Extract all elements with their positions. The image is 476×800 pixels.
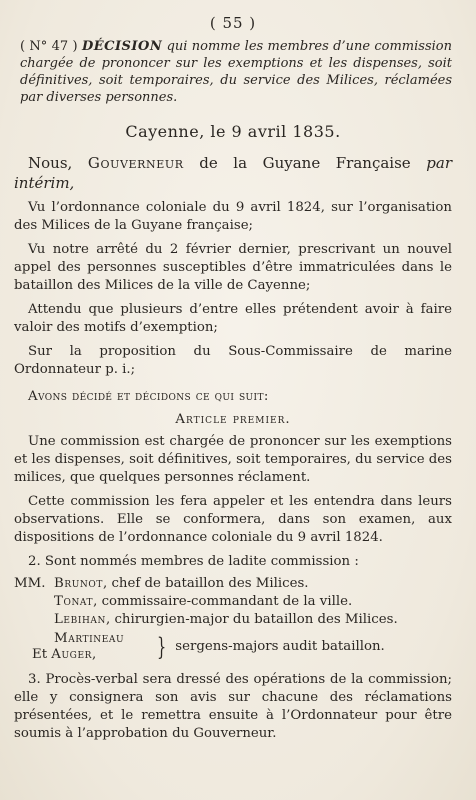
- sergeant-names: [32, 631, 152, 663]
- sergeant-name: Martineau: [54, 631, 125, 646]
- opening-rest: de la Guyane Française: [199, 154, 411, 172]
- opening-par-interim: par intérim,: [14, 154, 452, 192]
- sergeant-role: sergens-majors audit bataillon.: [175, 639, 385, 654]
- member-row: [14, 593, 452, 611]
- consideration-paragraph: Vu l’ordonnance coloniale du 9 avril 1824, sur l’organisation des Milices de la Guyane française;: [14, 200, 452, 233]
- member-name: Lebihan: [54, 612, 106, 627]
- member-name: Brunot: [54, 576, 103, 591]
- dateline: Cayenne, le 9 avril 1835.: [125, 122, 341, 141]
- decree-formula: Avons décidé et décidons ce qui suit:: [28, 389, 269, 404]
- members-list: [14, 575, 452, 663]
- and-word: Et: [32, 647, 48, 662]
- member-role: , commissaire-commandant de la ville.: [93, 594, 353, 609]
- decision-word: DÉCISION: [81, 39, 163, 54]
- member-name: Tonat: [54, 594, 94, 609]
- sergeant-name: Auger: [51, 647, 93, 662]
- opening-title: Gouverneur: [87, 154, 184, 172]
- member-row: [14, 611, 452, 629]
- article2-intro: 2. Sont nommés membres de ladite commission :: [28, 554, 359, 569]
- article1-paragraph: Une commission est chargée de prononcer sur les exemptions et les dispenses, soit définitives, soit temporaires, du service des milices, que quelques personnes réclament.: [14, 434, 452, 485]
- page-number: ( 55 ): [209, 14, 257, 32]
- article1-paragraph: Cette commission les fera appeler et les entendra dans leurs observations. Elle se conformera, dans son examen, aux dispositions de l’ordonnance coloniale du 9 avril 1824.: [14, 494, 452, 545]
- decision-heading: [14, 38, 452, 106]
- opening-nous: Nous,: [28, 154, 73, 172]
- article3-paragraph: 3. Procès-verbal sera dressé des opérations de la commission; elle y consignera son avis sur chacune des réclamations présentées, et le remettra ensuite à l’Ordonnateur pour être soumis à l’approbation du Gouverneur.: [14, 672, 452, 741]
- decision-summary: qui nomme les membres d’une commission chargée de prononcer sur les exemptions et les dispenses, soit définitives, soit temporaires, du service des Milices, réclamées par diverses personnes.: [20, 39, 452, 105]
- sergeants-row: [14, 631, 452, 663]
- article-title: Article premier.: [175, 412, 291, 427]
- member-entry: [54, 575, 309, 593]
- member-role: , chirurgien-major du bataillon des Milices.: [106, 612, 398, 627]
- sergeant-comma: ,: [92, 647, 97, 662]
- decision-number: ( N° 47 ): [20, 39, 78, 54]
- consideration-paragraph: Sur la proposition du Sous-Commissaire de marine Ordonnateur p. i.;: [14, 344, 452, 377]
- member-row: [14, 575, 452, 593]
- opening-line: [14, 153, 452, 193]
- members-prefix: MM.: [14, 576, 46, 591]
- member-role: , chef de bataillon des Milices.: [103, 576, 309, 591]
- consideration-paragraph: Vu notre arrêté du 2 février dernier, prescrivant un nouvel appel des personnes susceptibles d’être immatriculées dans le bataillon des Milices de la ville de Cayenne;: [14, 242, 452, 293]
- brace-symbol: }: [157, 633, 167, 661]
- consideration-paragraph: Attendu que plusieurs d’entre elles prétendent avoir à faire valoir des motifs d’exemption;: [14, 302, 452, 335]
